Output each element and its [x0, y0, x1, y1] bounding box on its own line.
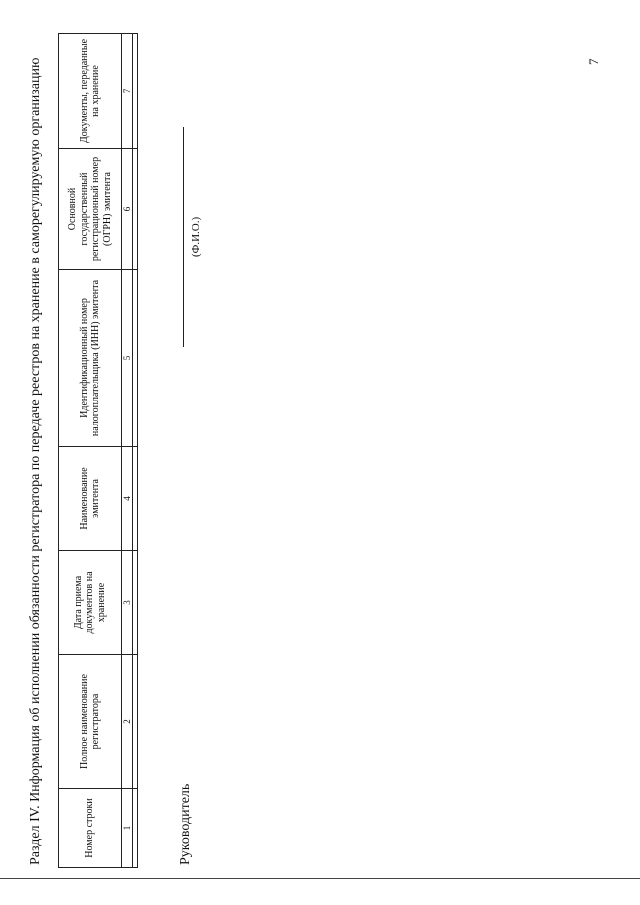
column-number: 2 [122, 655, 133, 789]
empty-data-row [133, 34, 138, 868]
header-documents: Документы, переданные на хранение [59, 34, 122, 149]
signature-line [183, 127, 184, 347]
column-number-row [122, 34, 133, 868]
column-number: 5 [122, 270, 133, 447]
empty-cell [133, 34, 138, 149]
section-title: Раздел IV. Информация об исполнении обязанности регистратора по передаче реестров на хранение в саморегулируемую организацию [28, 57, 43, 865]
header-ogrn: Основной государственный регистрационный номер (ОГРН) эмитента [59, 149, 122, 270]
column-number: 4 [122, 447, 133, 551]
header-registrar-name: Полное наименование регистратора [59, 655, 122, 789]
empty-cell [133, 149, 138, 270]
header-issuer-name: Наименование эмитента [59, 447, 122, 551]
empty-cell [133, 789, 138, 868]
header-reception-date: Дата приема документов на хранение [59, 551, 122, 655]
header-inn: Идентификационный номер налогоплательщика (ИНН) эмитента [59, 270, 122, 447]
signature-label: Руководитель [178, 783, 193, 865]
page-bottom-rule [0, 878, 640, 879]
column-number: 3 [122, 551, 133, 655]
column-number: 7 [122, 34, 133, 149]
empty-cell [133, 270, 138, 447]
table-header-row [59, 34, 122, 868]
header-row-number: Номер строки [59, 789, 122, 868]
column-number: 1 [122, 789, 133, 868]
empty-cell [133, 655, 138, 789]
page-number: 7 [586, 58, 601, 65]
empty-cell [133, 551, 138, 655]
registry-table [58, 33, 138, 868]
empty-cell [133, 447, 138, 551]
column-number: 6 [122, 149, 133, 270]
fio-caption: (Ф.И.О.) [190, 216, 202, 257]
